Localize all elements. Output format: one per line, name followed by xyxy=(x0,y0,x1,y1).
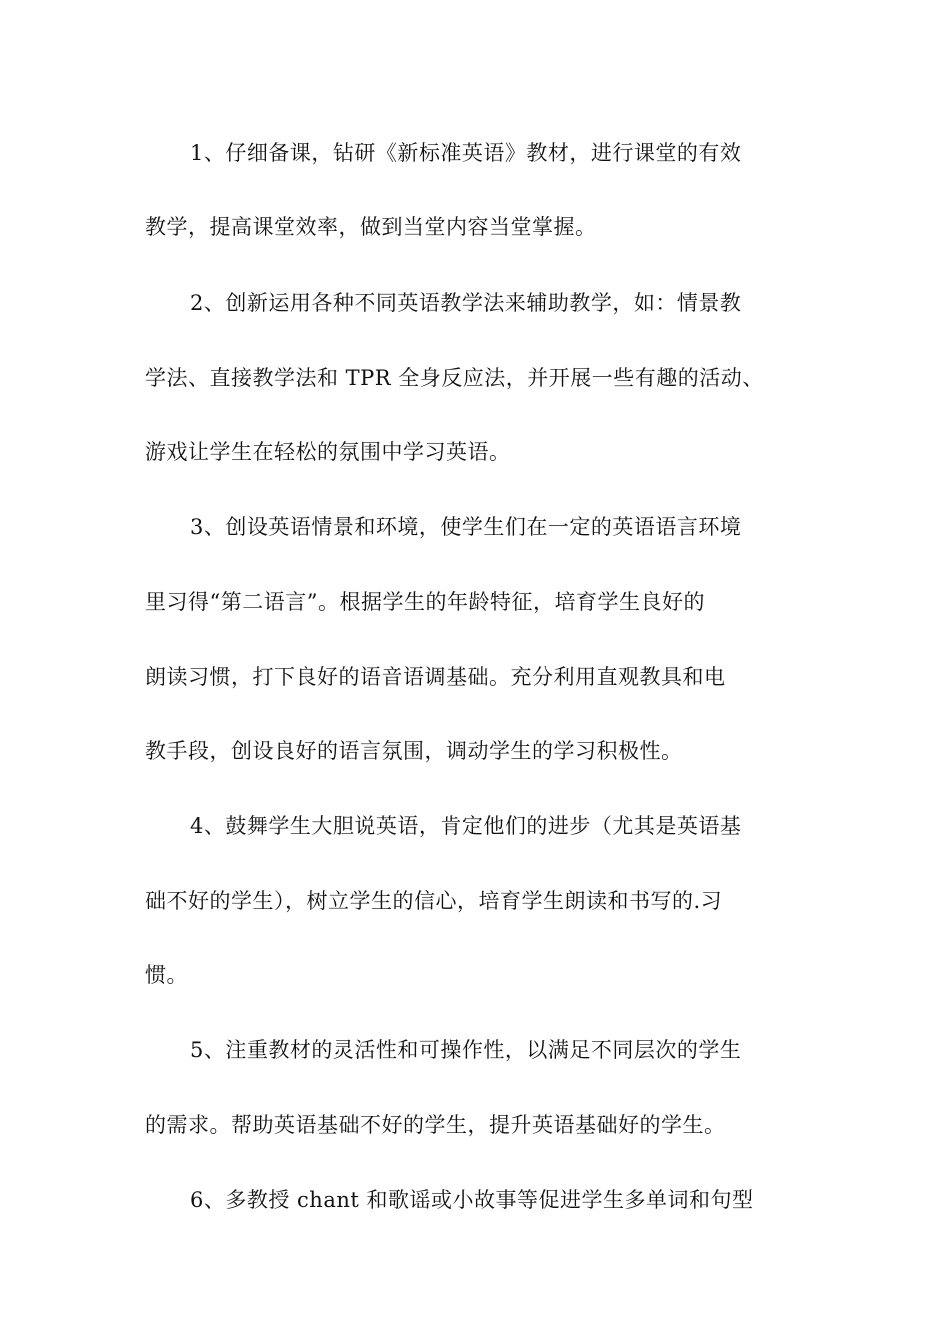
paragraph-4-line-3: 惯。 xyxy=(145,963,188,987)
paragraph-3-line-4: 教手段，创设良好的语言氛围，调动学生的学习积极性。 xyxy=(145,739,683,763)
paragraph-4-line-1: 4、鼓舞学生大胆说英语，肯定他们的进步（尤其是英语基 xyxy=(190,814,742,838)
paragraph-3-line-2: 里习得“第二语言”。根据学生的年龄特征，培育学生良好的 xyxy=(145,590,705,614)
paragraph-3-line-1: 3、创设英语情景和环境，使学生们在一定的英语语言环境 xyxy=(190,515,742,539)
paragraph-1-line-1: 1、仔细备课，钻研《新标准英语》教材，进行课堂的有效 xyxy=(190,141,742,165)
paragraph-2-line-3: 游戏让学生在轻松的氛围中学习英语。 xyxy=(145,440,511,464)
paragraph-5-line-1: 5、注重教材的灵活性和可操作性，以满足不同层次的学生 xyxy=(190,1038,742,1062)
paragraph-2-line-1: 2、创新运用各种不同英语教学法来辅助教学，如：情景教 xyxy=(190,291,742,315)
paragraph-2-line-2: 学法、直接教学法和 TPR 全身反应法，并开展一些有趣的活动、 xyxy=(145,366,764,390)
paragraph-6-line-1: 6、多教授 chant 和歌谣或小故事等促进学生多单词和句型 xyxy=(190,1188,754,1212)
paragraph-5-line-2: 的需求。帮助英语基础不好的学生，提升英语基础好的学生。 xyxy=(145,1113,726,1137)
paragraph-4-line-2: 础不好的学生），树立学生的信心，培育学生朗读和书写的.习 xyxy=(145,889,723,913)
paragraph-3-line-3: 朗读习惯，打下良好的语音语调基础。充分利用直观教具和电 xyxy=(145,665,726,689)
paragraph-1-line-2: 教学，提高课堂效率，做到当堂内容当堂掌握。 xyxy=(145,215,597,239)
